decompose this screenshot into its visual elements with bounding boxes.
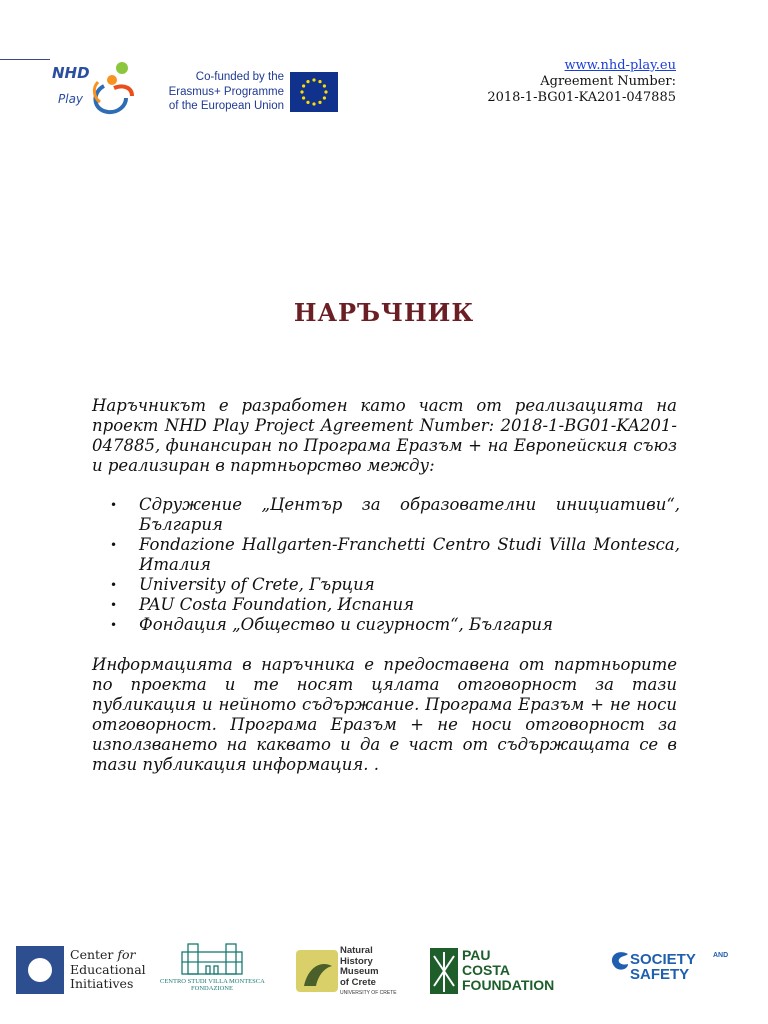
list-item: [110, 575, 680, 595]
nhd-logo-subtitle: Play: [58, 92, 84, 106]
nhd-play-logo: [52, 58, 138, 116]
nhd-figures-icon: [52, 58, 138, 116]
bullet-icon: •: [110, 578, 118, 592]
eu-line-3: of the European Union: [168, 100, 284, 112]
partner-text: University of Crete, Гърция: [139, 575, 375, 594]
cei-logo-text: Center for Educational Initiatives: [70, 947, 146, 991]
cei-emblem-icon: [16, 946, 64, 994]
pau-costa-logo: [430, 940, 555, 1000]
eu-line-2: Erasmus+ Programme: [168, 85, 284, 98]
list-item: [110, 595, 680, 615]
bullet-icon: •: [110, 538, 118, 552]
pau-tree-icon: [430, 948, 460, 998]
nhd-logo-title: NHD: [52, 64, 90, 82]
agreement-label: Agreement Number:: [540, 74, 676, 89]
partner-logos-footer: [0, 940, 768, 1004]
society-swirl-icon: [608, 948, 632, 978]
document-title: НАРЪЧНИК: [293, 298, 475, 327]
villa-building-icon: [160, 940, 264, 978]
eu-funding-logo: [168, 70, 340, 114]
bullet-icon: •: [110, 498, 118, 512]
website-link[interactable]: www.nhd-play.eu: [564, 58, 676, 73]
pau-logo-text: PAU COSTA FOUNDATION: [462, 947, 555, 993]
list-item: [110, 535, 680, 575]
agreement-number: 2018-1-BG01-KA201-047885: [487, 90, 676, 105]
bullet-icon: •: [110, 598, 118, 612]
nhm-emblem-icon: [296, 946, 340, 996]
society-logo-text: SOCIETY SAFETY: [630, 951, 696, 983]
society-and-text: AND: [713, 952, 729, 959]
society-safety-logo: [608, 940, 732, 1000]
list-item: [110, 495, 680, 535]
bullet-icon: •: [110, 618, 118, 632]
nhm-logo-text: Natural History Museum of Crete UNIVERSITY OF CRETE: [340, 945, 397, 996]
partner-text: Фондация „Общество и сигурност“, България: [139, 615, 553, 634]
villa-logo-text: CENTRO STUDI VILLA MONTESCA FONDAZIONE: [160, 978, 265, 992]
eu-flag-icon: [290, 72, 338, 112]
partner-text: PAU Costa Foundation, Испания: [139, 595, 414, 614]
project-info: [487, 58, 676, 106]
intro-paragraph: Наръчникът е разработен като част от реализацията на проект NHD Play Project Agreement Number: 2018-1-BG01-KA201-047885, финансиран по Програма Еразъм + на Европейския съюз и реализиран в партньорство между:: [92, 396, 677, 475]
nhm-crete-logo: [296, 940, 396, 1000]
list-item: [110, 615, 680, 635]
eu-funding-text: [169, 70, 284, 114]
partner-text: Fondazione Hallgarten-Franchetti Centro Studi Villa Montesca, Италия: [139, 535, 680, 574]
cei-logo: [16, 940, 146, 1000]
eu-stars-icon: [290, 72, 338, 112]
disclaimer-paragraph: Информацията в наръчника е предоставена от партньорите по проекта и те носят цялата отговорност за тази публикация и нейното съдържание. Програма Еразъм + не носи отговорност. Програма Еразъм + не носи отговорност за използването на каквато и да е част от съдържащата се в тази публикация информация. .: [92, 655, 677, 774]
header-rule: [0, 59, 50, 60]
eu-line-1: Co-funded by the: [195, 71, 284, 83]
villa-montesca-logo: [160, 940, 264, 1000]
partners-list: [110, 495, 680, 635]
partner-text: Сдружение „Център за образователни инициативи“, България: [139, 495, 680, 534]
